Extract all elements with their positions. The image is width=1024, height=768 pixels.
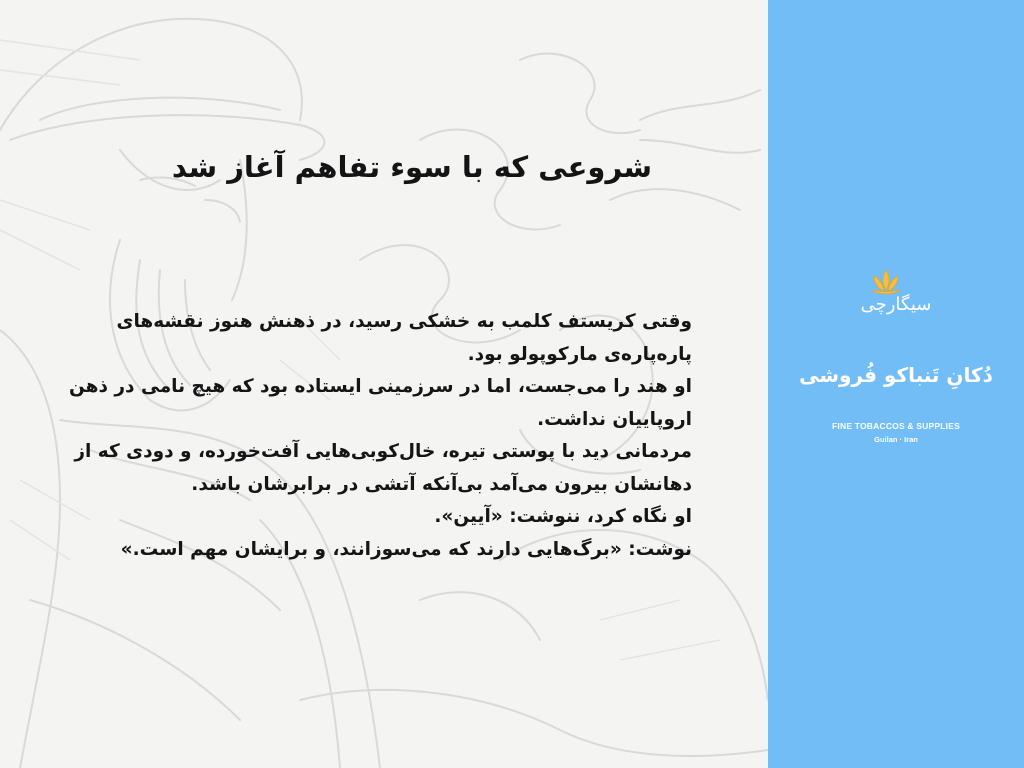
paragraph: او نگاه کرد، ننوشت: «آیین». (434, 506, 692, 527)
brand-tagline: FINE TOBACCOS & SUPPLIES (832, 421, 960, 431)
brand-location: Guilan · Iran (874, 435, 918, 444)
paragraph: نوشت: «برگ‌هایی دارند که می‌سوزانند، و برایشان مهم است.» (120, 538, 692, 560)
paragraph: وقتی کریستف کلمب به خشکی رسید، در ذهنش هنوز نقشه‌های پاره‌پاره‌ی مارکوپولو بود. (116, 311, 692, 365)
shop-name: دُکانِ تَنباکو فُروشی (799, 363, 993, 387)
slide-body (60, 306, 692, 566)
brand-script-logo: سیگارچی (860, 294, 932, 315)
slide-title: شروعی که با سوء تفاهم آغاز شد (171, 150, 652, 184)
paragraph: او هند را می‌جست، اما در سرزمینی ایستاده بود که هیچ نامی در ذهن اروپاییان نداشت. (68, 376, 692, 430)
paragraph: مردمانی دید با پوستی تیره، خال‌کوبی‌هایی آفت‌خورده، و دودی که از دهانشان بیرون می‌آمد بی‌آنکه آتشی در برابرشان باشد. (74, 441, 692, 495)
